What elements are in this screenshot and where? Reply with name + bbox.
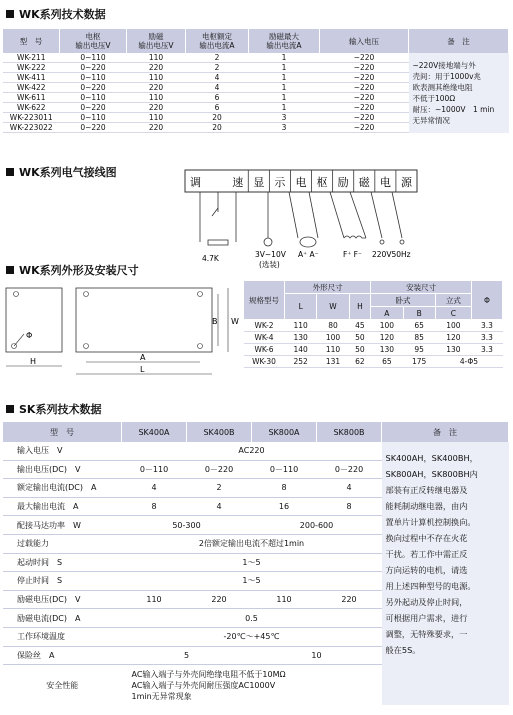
table-row: 停止时间 S 1～5 xyxy=(3,572,509,591)
bullet-square-icon xyxy=(6,405,14,413)
table-row: 保险丝 A 5 10 xyxy=(3,646,509,665)
table-header-row: 型 号 电枢 输出电压V 励磁 输出电压V 电枢额定 输出电流A 励磁最大 输出电流A 输入电压 备 注 xyxy=(3,29,509,53)
table-row: WK-411 0~110 110 4 1 ~220 xyxy=(3,73,509,83)
field-label: F⁺ F⁻ xyxy=(343,250,362,259)
table-row: 工作环境温度 -20℃～+45℃ xyxy=(3,627,509,646)
terminal-label: 示 xyxy=(274,176,286,189)
sk-tech-title: SK系列技术数据 xyxy=(6,401,101,417)
terminal-label: 调 xyxy=(190,176,202,189)
table-row: WK-6 140 110 50 130 95 130 3.3 xyxy=(244,344,503,356)
table-row: WK-222 0~220 220 2 1 ~220 xyxy=(3,63,509,73)
wk-dims-title: WK系列外形及安装尺寸 xyxy=(6,262,139,278)
table-row: WK-622 0~220 220 6 1 ~220 xyxy=(3,103,509,113)
terminal-label: 磁 xyxy=(358,176,370,189)
bullet-square-icon xyxy=(6,168,14,176)
table-row: 安全性能 AC输入端子与外壳间绝缘电阻不低于10MΩ AC输入端子与外壳间耐压强度AC1000V 1min无异常现象 xyxy=(46,669,286,701)
meter-label: 3V~10V xyxy=(255,250,286,259)
armature-label: A⁺ A⁻ xyxy=(298,250,319,259)
meter-sub-label: (选装) xyxy=(259,260,280,269)
b-label: B xyxy=(212,317,218,326)
sk-tech-table: 型 号 SK400A SK400B SK800A SK800B 备 注 输入电压 V AC220 SK400AH，SK400BH， SK800AH，SK800BH内 部装有正反转继电器及 能耗制动继电器，由内 置单片计算机控制换向。 换向过程中不存在火花 干扰。若工作中需正反 方向运转的电机，请选 用上述四种型号的电源。 另外起动及停止时间， 可根据用户需求，进行 调整，无特殊要求，一 般在5S。 输出电压(DC) V 0－110 0－220 0－110 0－220 额定输出电流(DC) A 4 2 8 4 最大输出电流 A 8 4 16 8 配接马达功率 W 50-300 200-600 过载能力 2倍额定输出电流不超过1min 起动时间 S 1～5 停止时间 S 1～5 励磁电压(DC) V 110 220 110 220 励磁电流(DC) A 0.5 工作环境温度 -20℃～+45℃ 保险丝 A 5 10 安全性能 AC输入端子与外壳间绝缘电阻不低于10MΩ AC输入端子与外壳间耐压强度AC1000V 1min无异常现象 xyxy=(3,422,509,705)
terminal-label: 励 xyxy=(337,176,349,189)
power-label: 220V50Hz xyxy=(372,250,411,259)
terminal-label: 速 xyxy=(232,176,244,189)
terminal-label: 显 xyxy=(253,176,265,189)
h-label: H xyxy=(30,357,37,366)
table-row: 配接马达功率 W 50-300 200-600 xyxy=(3,516,509,535)
table-row: WK-223022 0~220 220 20 3 ~220 xyxy=(3,123,509,133)
wk-tech-table xyxy=(3,29,509,133)
terminal-label: 电 xyxy=(295,176,307,189)
bullet-square-icon xyxy=(6,266,14,274)
table-row: 输出电压(DC) V 0－110 0－220 0－110 0－220 xyxy=(3,460,509,479)
terminal-label: 电 xyxy=(379,176,391,189)
wiring-diagram xyxy=(180,168,420,272)
terminal-label: 源 xyxy=(400,176,412,189)
wk-note: ~220V接地端与外 壳间：用于1000v兆 欧表测其绝缘电阻 不低于100Ω 耐压：~1000V 1 min 无异常情况 xyxy=(409,53,509,133)
table-row: WK-30 252 131 62 65 175 4-Φ5 xyxy=(244,356,503,368)
outline-drawing xyxy=(0,278,240,390)
bullet-square-icon xyxy=(6,10,14,18)
table-row: WK-422 0~220 220 4 1 ~220 xyxy=(3,83,509,93)
wk-dims-table: 规格型号 外形尺寸 安装尺寸 Φ L W H 卧式 立式 A B C WK-2 110 80 45 100 65 100 3.3 WK-4 130 100 50 120 85 120 3.3 WK-6 140 110 50 130 95 130 3.3 WK-30 252 131 62 65 175 4-Φ5 xyxy=(243,280,503,368)
wk-tech-title: WK系列技术数据 xyxy=(6,6,106,22)
a-label: A xyxy=(140,353,146,362)
table-row: 输入电压 V AC220 SK400AH，SK400BH， SK800AH，SK800BH内 部装有正反转继电器及 能耗制动继电器，由内 置单片计算机控制换向。 换向过程中不存在火花 干扰。若工作中需正反 方向运转的电机，请选 用上述四种型号的电源。 另外起动及停止时间， 可根据用户需求，进行 调整，无特殊要求，一 般在5S。 xyxy=(3,442,509,460)
terminal-label: 枢 xyxy=(316,176,328,189)
pot-label: 4.7K xyxy=(202,254,219,263)
table-row: 励磁电压(DC) V 110 220 110 220 xyxy=(3,590,509,609)
l-label: L xyxy=(140,365,145,374)
table-row: WK-223011 0~110 110 20 3 ~220 xyxy=(3,113,509,123)
wk-wiring-title: WK系列电气接线图 xyxy=(6,164,117,180)
table-row: 额定输出电流(DC) A 4 2 8 4 xyxy=(3,479,509,498)
phi-label: Φ xyxy=(26,331,33,340)
table-row: 起动时间 S 1～5 xyxy=(3,553,509,572)
table-row: WK-2 110 80 45 100 65 100 3.3 xyxy=(244,320,503,332)
table-row: WK-611 0~110 110 6 1 ~220 xyxy=(3,93,509,103)
w-label: W xyxy=(231,317,239,326)
table-row: 励磁电流(DC) A 0.5 xyxy=(3,609,509,628)
table-row: 过载能力 2倍额定输出电流不超过1min xyxy=(3,534,509,553)
table-row: WK-4 130 100 50 120 85 120 3.3 xyxy=(244,332,503,344)
table-row: WK-211 0~110 110 2 1 ~220 ~220V接地端与外 壳间：用于1000v兆 欧表测其绝缘电阻 不低于100Ω 耐压：~1000V 1 min 无异常情况 xyxy=(3,53,509,63)
sk-note: SK400AH，SK400BH， SK800AH，SK800BH内 部装有正反转继电器及 能耗制动继电器，由内 置单片计算机控制换向。 换向过程中不存在火花 干扰。若工作中需正反 方向运转的电机，请选 用上述四种型号的电源。 另外起动及停止时间， 可根据用户需求，进行 调整，无特殊要求，一 般在5S。 xyxy=(382,442,509,705)
table-row: 最大输出电流 A 8 4 16 8 xyxy=(3,497,509,516)
